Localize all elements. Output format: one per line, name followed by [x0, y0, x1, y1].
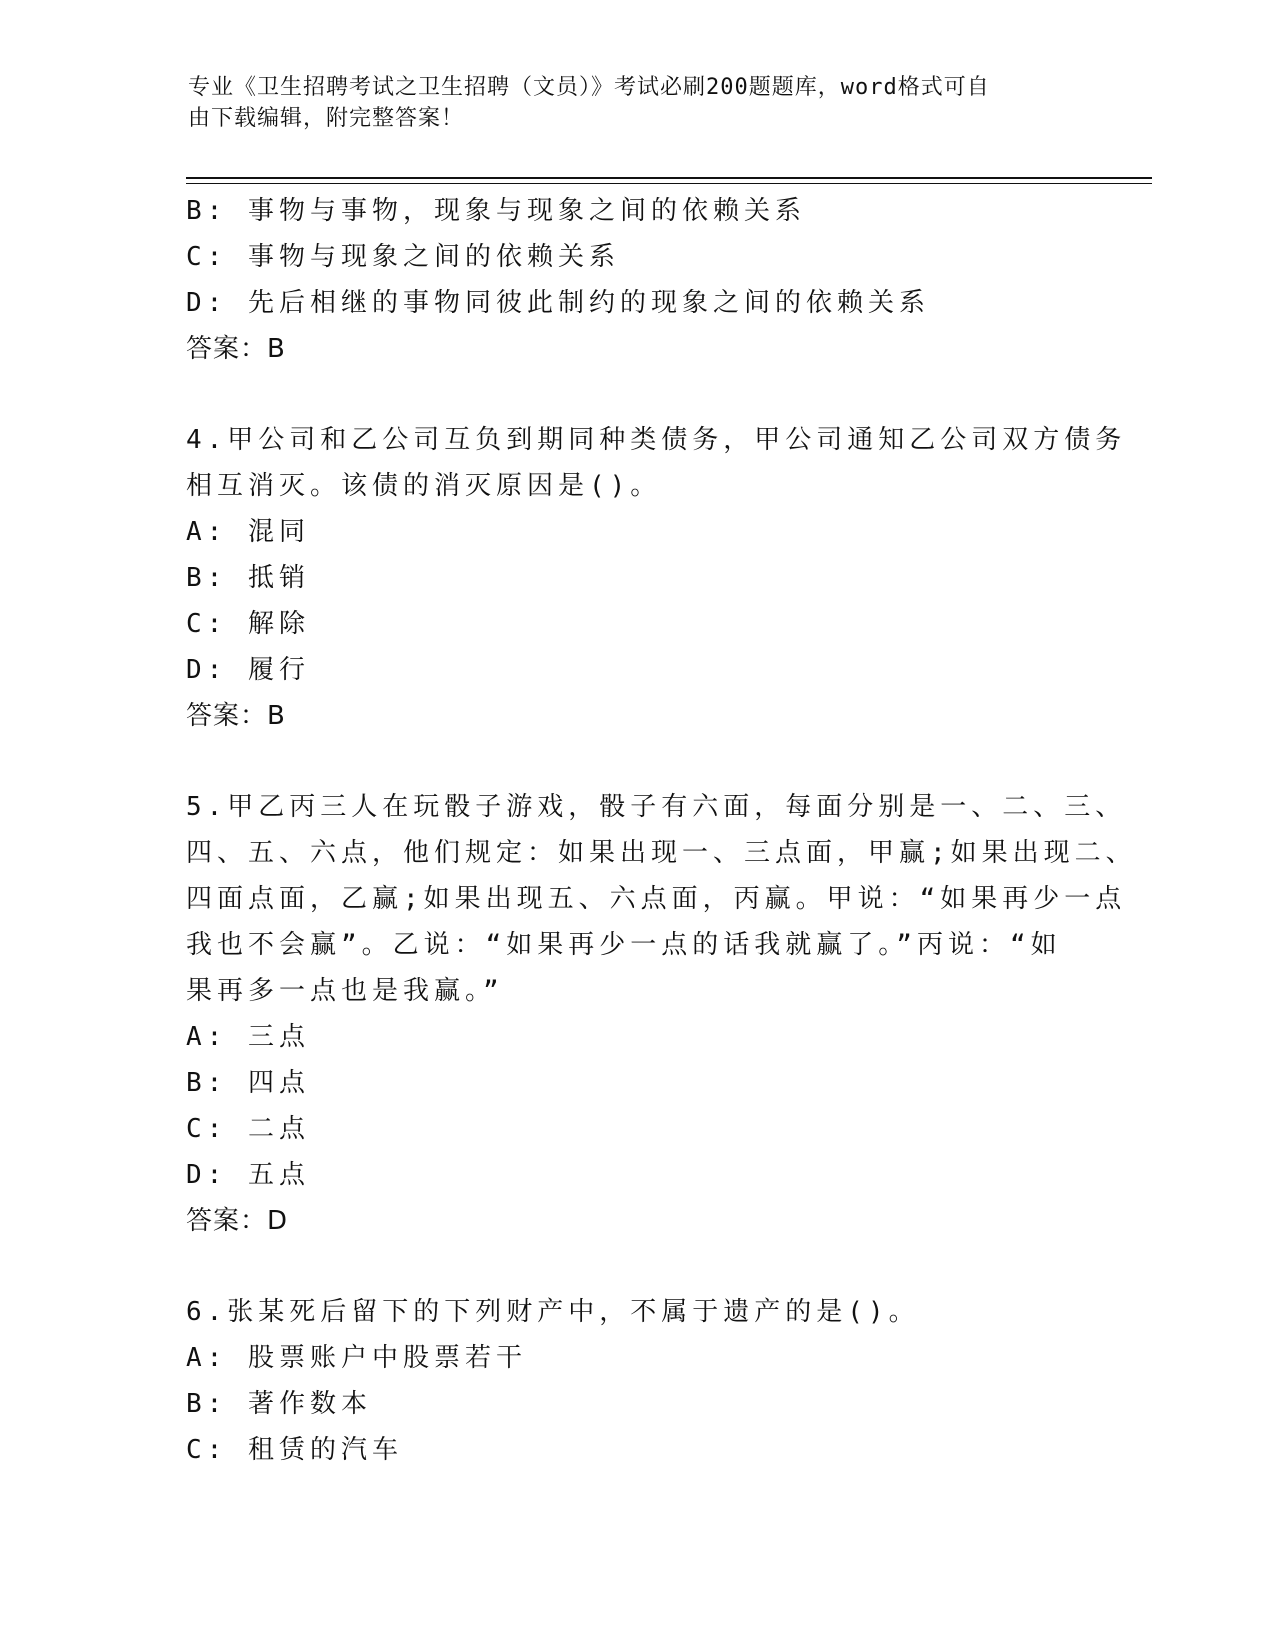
option-d: D: 先后相继的事物同彼此制约的现象之间的依赖关系: [186, 288, 930, 318]
option-a: A: 混同: [186, 517, 310, 547]
question-stem-line: 6.张某死后留下的下列财产中，不属于遗产的是()。: [186, 1297, 920, 1327]
answer: 答案：D: [186, 1206, 289, 1236]
option-c: C: 租赁的汽车: [186, 1435, 403, 1465]
question-stem-line: 四、五、六点，他们规定：如果出现一、三点面，甲赢;如果出现二、: [186, 838, 1137, 868]
option-b: B: 四点: [186, 1068, 310, 1098]
option-c: C: 解除: [186, 609, 310, 639]
header-divider-thick: [186, 177, 1152, 179]
question-stem-line: 四面点面，乙赢;如果出现五、六点面，丙赢。甲说：“如果再少一点: [186, 884, 1127, 914]
question-6: [186, 1289, 1086, 1473]
header-title-line-2: 由下载编辑，附完整答案！: [188, 106, 465, 131]
question-stem-line: 相互消灭。该债的消灭原因是()。: [186, 471, 662, 501]
question-stem-line: 果再多一点也是我赢。”: [186, 976, 504, 1006]
option-b: B: 著作数本: [186, 1389, 372, 1419]
question-spacer: [186, 372, 1086, 417]
option-b: B: 事物与事物，现象与现象之间的依赖关系: [186, 196, 806, 226]
question-list: [186, 188, 1137, 1473]
option-a: A: 股票账户中股票若干: [186, 1343, 527, 1373]
question-spacer: [186, 739, 1086, 784]
answer: 答案：B: [186, 701, 286, 731]
answer: 答案：B: [186, 334, 286, 364]
question-stem-line: 4.甲公司和乙公司互负到期同种类债务，甲公司通知乙公司双方债务: [186, 425, 1127, 455]
question-5: [186, 784, 1137, 1244]
option-c: C: 事物与现象之间的依赖关系: [186, 242, 620, 272]
option-d: D: 履行: [186, 655, 310, 685]
option-c: C: 二点: [186, 1114, 310, 1144]
header-divider-thin: [186, 183, 1152, 184]
question-3-continued: [186, 188, 1086, 372]
question-stem-line: 我也不会赢”。乙说：“如果再少一点的话我就赢了。”丙说：“如: [186, 930, 1062, 960]
option-a: A: 三点: [186, 1022, 310, 1052]
question-spacer: [186, 1244, 1086, 1289]
option-d: D: 五点: [186, 1160, 310, 1190]
option-b: B: 抵销: [186, 563, 310, 593]
question-4: [186, 417, 1127, 739]
document-header: [188, 72, 1068, 134]
question-stem-line: 5.甲乙丙三人在玩骰子游戏，骰子有六面，每面分别是一、二、三、: [186, 792, 1127, 822]
header-title-line-1: 专业《卫生招聘考试之卫生招聘（文员）》考试必刷200题题库，word格式可自: [188, 75, 990, 100]
